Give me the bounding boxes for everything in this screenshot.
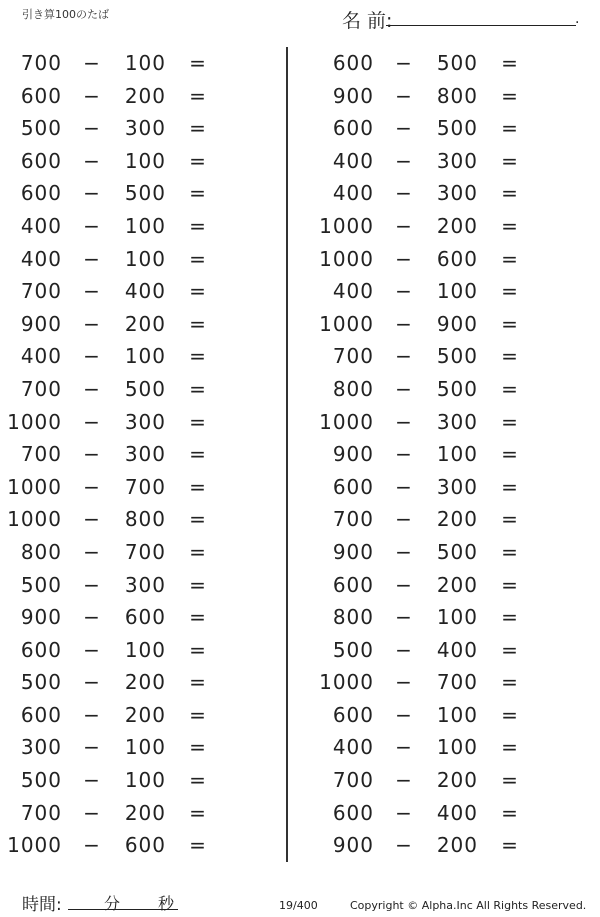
minuend: 1000 [7, 507, 62, 532]
minuend: 1000 [319, 670, 374, 695]
equals-sign: = [501, 116, 519, 141]
minus-sign: − [83, 768, 101, 793]
equals-sign: = [501, 311, 519, 336]
minus-sign: − [83, 735, 101, 760]
worksheet-title: 引き算100のたば [22, 8, 109, 21]
minus-sign: − [83, 148, 101, 173]
minus-sign: − [83, 279, 101, 304]
minuend: 500 [332, 637, 374, 662]
subtrahend: 200 [124, 670, 166, 695]
minuend: 600 [20, 83, 62, 108]
minuend: 700 [332, 768, 374, 793]
minus-sign: − [395, 637, 413, 662]
equals-sign: = [189, 735, 207, 760]
subtrahend: 300 [124, 442, 166, 467]
subtrahend: 400 [124, 279, 166, 304]
minuend: 400 [332, 148, 374, 173]
equals-sign: = [501, 572, 519, 597]
subtrahend: 400 [436, 800, 478, 825]
equals-sign: = [501, 148, 519, 173]
subtrahend: 400 [436, 637, 478, 662]
seconds-label: 秒 [158, 894, 175, 913]
minus-sign: − [395, 768, 413, 793]
minus-sign: − [395, 311, 413, 336]
equals-sign: = [501, 51, 519, 75]
equals-sign: = [189, 51, 207, 75]
minus-sign: − [83, 637, 101, 662]
minuend: 600 [20, 637, 62, 662]
subtrahend: 500 [124, 376, 166, 401]
subtrahend: 100 [124, 246, 166, 271]
equals-sign: = [189, 800, 207, 825]
equals-sign: = [501, 702, 519, 727]
minuend: 400 [332, 279, 374, 304]
subtrahend: 100 [436, 702, 478, 727]
subtrahend: 200 [124, 83, 166, 108]
name-end-mark: . [575, 11, 580, 27]
subtrahend: 100 [436, 735, 478, 760]
minus-sign: − [83, 474, 101, 499]
equals-sign: = [501, 83, 519, 108]
minus-sign: − [83, 539, 101, 564]
name-input-line[interactable] [386, 25, 576, 26]
subtrahend: 200 [124, 702, 166, 727]
minuend: 1000 [7, 474, 62, 499]
copyright-text: Copyright © Alpha.Inc All Rights Reserved. [350, 899, 587, 912]
minus-sign: − [395, 376, 413, 401]
minus-sign: − [83, 605, 101, 630]
equals-sign: = [501, 181, 519, 206]
minus-sign: − [395, 116, 413, 141]
subtrahend: 700 [124, 539, 166, 564]
equals-sign: = [501, 833, 519, 858]
equals-sign: = [501, 670, 519, 695]
minus-sign: − [83, 833, 101, 858]
minus-sign: − [395, 539, 413, 564]
equals-sign: = [189, 474, 207, 499]
minuend: 900 [332, 442, 374, 467]
minus-sign: − [395, 442, 413, 467]
minus-sign: − [83, 246, 101, 271]
minutes-label: 分 [104, 894, 121, 913]
subtrahend: 300 [124, 409, 166, 434]
minuend: 600 [20, 148, 62, 173]
minuend: 300 [20, 735, 62, 760]
minuend: 400 [332, 735, 374, 760]
equals-sign: = [189, 148, 207, 173]
subtrahend: 600 [436, 246, 478, 271]
minus-sign: − [83, 51, 101, 75]
equals-sign: = [189, 279, 207, 304]
minus-sign: − [83, 800, 101, 825]
minus-sign: − [395, 409, 413, 434]
minus-sign: − [395, 605, 413, 630]
minuend: 800 [332, 376, 374, 401]
minuend: 600 [332, 702, 374, 727]
minus-sign: − [83, 83, 101, 108]
subtrahend: 900 [436, 311, 478, 336]
equals-sign: = [189, 539, 207, 564]
subtrahend: 100 [124, 51, 166, 75]
subtrahend: 800 [124, 507, 166, 532]
equals-sign: = [189, 116, 207, 141]
minuend: 900 [332, 539, 374, 564]
subtrahend: 200 [436, 507, 478, 532]
equals-sign: = [501, 246, 519, 271]
minus-sign: − [395, 181, 413, 206]
subtrahend: 100 [436, 605, 478, 630]
subtrahend: 200 [124, 800, 166, 825]
subtrahend: 200 [436, 213, 478, 238]
equals-sign: = [189, 376, 207, 401]
subtrahend: 300 [436, 474, 478, 499]
equals-sign: = [189, 213, 207, 238]
minus-sign: − [395, 213, 413, 238]
name-label: 名 前: [342, 10, 393, 32]
minuend: 500 [20, 670, 62, 695]
minuend: 800 [20, 539, 62, 564]
minuend: 1000 [7, 409, 62, 434]
minuend: 400 [20, 213, 62, 238]
subtrahend: 100 [436, 279, 478, 304]
minuend: 700 [20, 279, 62, 304]
subtrahend: 500 [436, 344, 478, 369]
subtrahend: 100 [436, 442, 478, 467]
minuend: 600 [332, 474, 374, 499]
minuend: 900 [332, 83, 374, 108]
equals-sign: = [501, 800, 519, 825]
subtrahend: 500 [436, 376, 478, 401]
equals-sign: = [189, 702, 207, 727]
equals-sign: = [501, 376, 519, 401]
subtrahend: 500 [436, 116, 478, 141]
minus-sign: − [395, 670, 413, 695]
minus-sign: − [395, 735, 413, 760]
minuend: 700 [20, 800, 62, 825]
subtrahend: 100 [124, 213, 166, 238]
equals-sign: = [501, 735, 519, 760]
minus-sign: − [83, 344, 101, 369]
minuend: 500 [20, 768, 62, 793]
subtrahend: 300 [436, 148, 478, 173]
subtrahend: 200 [124, 311, 166, 336]
minuend: 600 [20, 181, 62, 206]
subtrahend: 300 [124, 572, 166, 597]
minuend: 1000 [319, 246, 374, 271]
minus-sign: − [83, 572, 101, 597]
minuend: 700 [20, 376, 62, 401]
equals-sign: = [501, 344, 519, 369]
page-number: 19/400 [279, 899, 318, 912]
minus-sign: − [83, 442, 101, 467]
equals-sign: = [189, 442, 207, 467]
equals-sign: = [501, 507, 519, 532]
minus-sign: − [395, 148, 413, 173]
subtrahend: 100 [124, 344, 166, 369]
subtrahend: 300 [436, 181, 478, 206]
subtrahend: 200 [436, 833, 478, 858]
minuend: 1000 [319, 409, 374, 434]
minus-sign: − [395, 833, 413, 858]
minuend: 900 [332, 833, 374, 858]
subtrahend: 200 [436, 572, 478, 597]
minuend: 700 [20, 51, 62, 75]
subtrahend: 500 [436, 51, 478, 75]
minus-sign: − [395, 246, 413, 271]
minus-sign: − [395, 702, 413, 727]
minuend: 1000 [319, 213, 374, 238]
minus-sign: − [395, 344, 413, 369]
minus-sign: − [83, 507, 101, 532]
equals-sign: = [189, 344, 207, 369]
minus-sign: − [83, 702, 101, 727]
equals-sign: = [501, 768, 519, 793]
subtrahend: 300 [124, 116, 166, 141]
equals-sign: = [189, 83, 207, 108]
minus-sign: − [83, 376, 101, 401]
minuend: 700 [332, 507, 374, 532]
minuend: 600 [20, 702, 62, 727]
subtrahend: 300 [436, 409, 478, 434]
minuend: 600 [332, 51, 374, 75]
minuend: 800 [332, 605, 374, 630]
equals-sign: = [189, 246, 207, 271]
minuend: 600 [332, 116, 374, 141]
equals-sign: = [501, 409, 519, 434]
minuend: 600 [332, 800, 374, 825]
equals-sign: = [501, 605, 519, 630]
subtrahend: 800 [436, 83, 478, 108]
minuend: 1000 [7, 833, 62, 858]
equals-sign: = [189, 833, 207, 858]
minuend: 900 [20, 311, 62, 336]
subtrahend: 100 [124, 768, 166, 793]
equals-sign: = [501, 637, 519, 662]
minuend: 700 [20, 442, 62, 467]
subtrahend: 200 [436, 768, 478, 793]
minuend: 500 [20, 116, 62, 141]
equals-sign: = [189, 572, 207, 597]
subtrahend: 100 [124, 148, 166, 173]
subtrahend: 600 [124, 833, 166, 858]
minus-sign: − [83, 409, 101, 434]
minuend: 700 [332, 344, 374, 369]
minus-sign: − [395, 279, 413, 304]
subtrahend: 600 [124, 605, 166, 630]
subtrahend: 100 [124, 637, 166, 662]
minus-sign: − [395, 572, 413, 597]
minus-sign: − [83, 311, 101, 336]
equals-sign: = [501, 279, 519, 304]
minuend: 400 [332, 181, 374, 206]
equals-sign: = [189, 768, 207, 793]
time-label: 時間: [22, 895, 62, 915]
minus-sign: − [83, 670, 101, 695]
minus-sign: − [395, 83, 413, 108]
equals-sign: = [501, 213, 519, 238]
minuend: 400 [20, 246, 62, 271]
minus-sign: − [395, 51, 413, 75]
minuend: 1000 [319, 311, 374, 336]
equals-sign: = [189, 670, 207, 695]
minuend: 600 [332, 572, 374, 597]
equals-sign: = [501, 539, 519, 564]
minus-sign: − [83, 181, 101, 206]
equals-sign: = [189, 409, 207, 434]
equals-sign: = [189, 605, 207, 630]
minus-sign: − [395, 800, 413, 825]
equals-sign: = [189, 507, 207, 532]
subtrahend: 500 [124, 181, 166, 206]
subtrahend: 700 [436, 670, 478, 695]
minuend: 900 [20, 605, 62, 630]
equals-sign: = [189, 181, 207, 206]
subtrahend: 500 [436, 539, 478, 564]
column-divider [286, 47, 288, 862]
subtrahend: 100 [124, 735, 166, 760]
minus-sign: − [83, 213, 101, 238]
equals-sign: = [501, 442, 519, 467]
equals-sign: = [189, 311, 207, 336]
minus-sign: − [83, 116, 101, 141]
equals-sign: = [501, 474, 519, 499]
subtrahend: 700 [124, 474, 166, 499]
equals-sign: = [189, 637, 207, 662]
minus-sign: − [395, 507, 413, 532]
minuend: 400 [20, 344, 62, 369]
minuend: 500 [20, 572, 62, 597]
minus-sign: − [395, 474, 413, 499]
